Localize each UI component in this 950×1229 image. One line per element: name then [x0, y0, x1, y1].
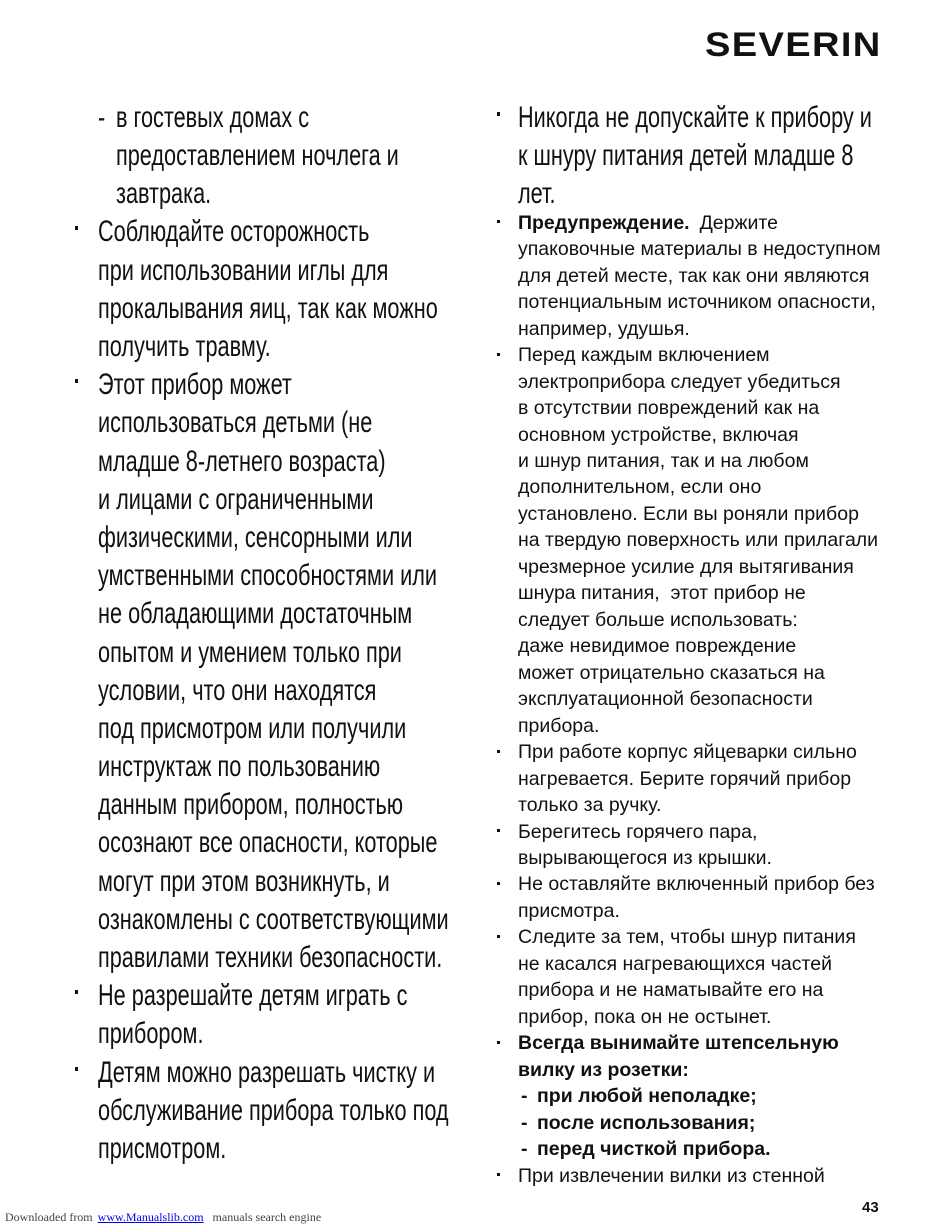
list-bullet: [75, 990, 78, 994]
text-line: Не оставляйте включенный прибор без: [518, 873, 875, 896]
list-bullet: [497, 935, 500, 938]
list-bullet: [497, 882, 500, 885]
safety-instruction-item: [518, 739, 898, 818]
safety-instruction-item: [518, 924, 898, 1030]
text-line: даже невидимое повреждение: [518, 635, 797, 658]
text-line: прибор, пока он не остынет.: [518, 1005, 772, 1028]
sub-list-text: при любой неполадке;: [537, 1085, 757, 1108]
text-line: прибора и не наматывайте его на: [518, 979, 824, 1002]
list-bullet: [75, 226, 78, 230]
text-line: присмотром.: [98, 1131, 227, 1165]
list-bullet: [497, 353, 500, 356]
text-line: например, удушья.: [518, 317, 690, 340]
left-column: [98, 99, 478, 1168]
warning-item: [518, 210, 898, 342]
text-line: прокалывания яиц, так как можно: [98, 291, 438, 325]
text-line: под присмотром или получили: [98, 711, 407, 745]
text-line: прибором.: [98, 1017, 204, 1051]
page-number: 43: [862, 1199, 879, 1216]
text-line: правилами техники безопасности.: [98, 941, 443, 975]
text-line: прибора.: [518, 714, 600, 737]
text-line: обслуживание прибора только под: [98, 1093, 449, 1127]
text-line: эксплуатационной безопасности: [518, 688, 813, 711]
list-bullet: [497, 220, 500, 223]
text-line: осознают все опасности, которые: [98, 826, 438, 860]
sub-list-item: [521, 1110, 755, 1136]
list-bullet: [75, 379, 78, 383]
text-line: получить травму.: [98, 330, 271, 364]
list-dash: -: [521, 1111, 528, 1134]
text-line: Всегда вынимайте штепсельную: [518, 1032, 839, 1055]
text-line: электроприбора следует убедиться: [518, 370, 841, 393]
text-line: основном устройстве, включая: [518, 423, 799, 446]
unplug-instruction-item: [518, 1030, 898, 1162]
text-line: При работе корпус яйцеварки сильно: [518, 741, 857, 764]
warning-label: Предупреждение.: [518, 211, 690, 234]
text-line: при использовании иглы для: [98, 253, 389, 287]
text-line: При извлечении вилки из стенной: [518, 1164, 825, 1187]
safety-instruction-item: [518, 819, 898, 872]
text-line: чрезмерное усилие для вытягивания: [518, 555, 854, 578]
text-line: лет.: [518, 177, 556, 211]
text-line: Соблюдайте осторожность: [98, 215, 370, 249]
list-bullet: [75, 1067, 78, 1071]
text-line: Перед каждым включением: [518, 344, 770, 367]
text-line: данным прибором, полностью: [98, 788, 404, 822]
safety-instruction-item: [518, 99, 898, 214]
safety-instruction-item: [98, 213, 478, 366]
safety-instruction-item: [518, 871, 898, 924]
safety-instruction-item: [518, 1163, 898, 1189]
text-line: [518, 210, 778, 236]
manualslib-link[interactable]: www.Manualslib.com: [97, 1210, 204, 1224]
text-line: шнура питания, этот прибор не: [518, 582, 806, 605]
text-line: умственными способностями или: [98, 559, 437, 593]
text-line: инструктаж по пользованию: [98, 750, 381, 784]
list-bullet: [497, 750, 500, 753]
safety-instruction-item: [518, 342, 898, 739]
text-line: в отсутствии повреждений как на: [518, 397, 820, 420]
text-line: и шнур питания, так и на любом: [518, 449, 809, 472]
text-line: могут при этом возникнуть, и: [98, 864, 390, 898]
sub-list-text: после использования;: [537, 1111, 756, 1134]
list-dash: -: [521, 1138, 528, 1161]
text-line: Не разрешайте детям играть с: [98, 979, 408, 1013]
list-bullet: [497, 1041, 500, 1044]
text-line: вилку из розетки:: [518, 1058, 689, 1081]
text-line: потенциальным источником опасности,: [518, 291, 876, 314]
safety-instruction-item: [98, 366, 478, 977]
list-bullet: [497, 112, 500, 116]
text-line: и лицами с ограниченными: [98, 482, 374, 516]
text-line: Никогда не допускайте к прибору и: [518, 100, 872, 134]
text-line: к шнуру питания детей младше 8: [518, 139, 854, 173]
text-line: использоваться детьми (не: [98, 406, 373, 440]
safety-instruction-item: [98, 977, 478, 1053]
sub-list-item: [521, 1136, 771, 1162]
sub-list-item: [521, 1083, 757, 1109]
continuation-item: [98, 99, 478, 214]
right-column-intro: [518, 99, 898, 214]
text-line: Следите за тем, чтобы шнур питания: [518, 926, 856, 949]
brand-logo: SEVERIN: [705, 26, 882, 64]
download-footer: [5, 1210, 321, 1224]
text-line: физическими, сенсорными или: [98, 520, 413, 554]
text-line: в гостевых домах с: [116, 100, 310, 134]
text-line: ознакомлены с соответствующими: [98, 902, 449, 936]
text-line: упаковочные материалы в недоступном: [518, 238, 881, 261]
text-line: следует больше использовать:: [518, 608, 798, 631]
list-dash: -: [98, 100, 106, 134]
text-line: присмотра.: [518, 899, 620, 922]
text-line: Этот прибор может: [98, 368, 292, 402]
text-line: опытом и умением только при: [98, 635, 402, 669]
text-line: дополнительном, если оно: [518, 476, 762, 499]
list-dash: -: [521, 1085, 528, 1108]
text-line: для детей месте, так как они являются: [518, 264, 870, 287]
sub-list-text: перед чисткой прибора.: [537, 1138, 771, 1161]
text-line: только за ручку.: [518, 794, 662, 817]
text-line: нагревается. Берите горячий прибор: [518, 767, 852, 790]
text-line: Детям можно разрешать чистку и: [98, 1055, 436, 1089]
right-column: [518, 210, 898, 1189]
text-line: условии, что они находятся: [98, 673, 377, 707]
text-line: не обладающими достаточным: [98, 597, 413, 631]
text-line: на твердую поверхность или прилагали: [518, 529, 879, 552]
text-line: Берегитесь горячего пара,: [518, 820, 758, 843]
list-bullet: [497, 1173, 500, 1176]
footer-suffix: manuals search engine: [212, 1210, 322, 1224]
text-line: завтрака.: [116, 177, 212, 211]
text-line: предоставлением ночлега и: [116, 139, 399, 173]
safety-instruction-item: [98, 1054, 478, 1169]
text-line: не касался нагревающихся частей: [518, 952, 832, 975]
list-bullet: [497, 829, 500, 832]
text-line: младше 8-летнего возраста): [98, 444, 386, 478]
text-line: вырывающегося из крышки.: [518, 847, 772, 870]
text-line: установлено. Если вы роняли прибор: [518, 502, 859, 525]
text-fragment: Держите: [699, 211, 778, 234]
text-line: может отрицательно сказаться на: [518, 661, 825, 684]
footer-prefix: Downloaded from: [5, 1210, 93, 1224]
